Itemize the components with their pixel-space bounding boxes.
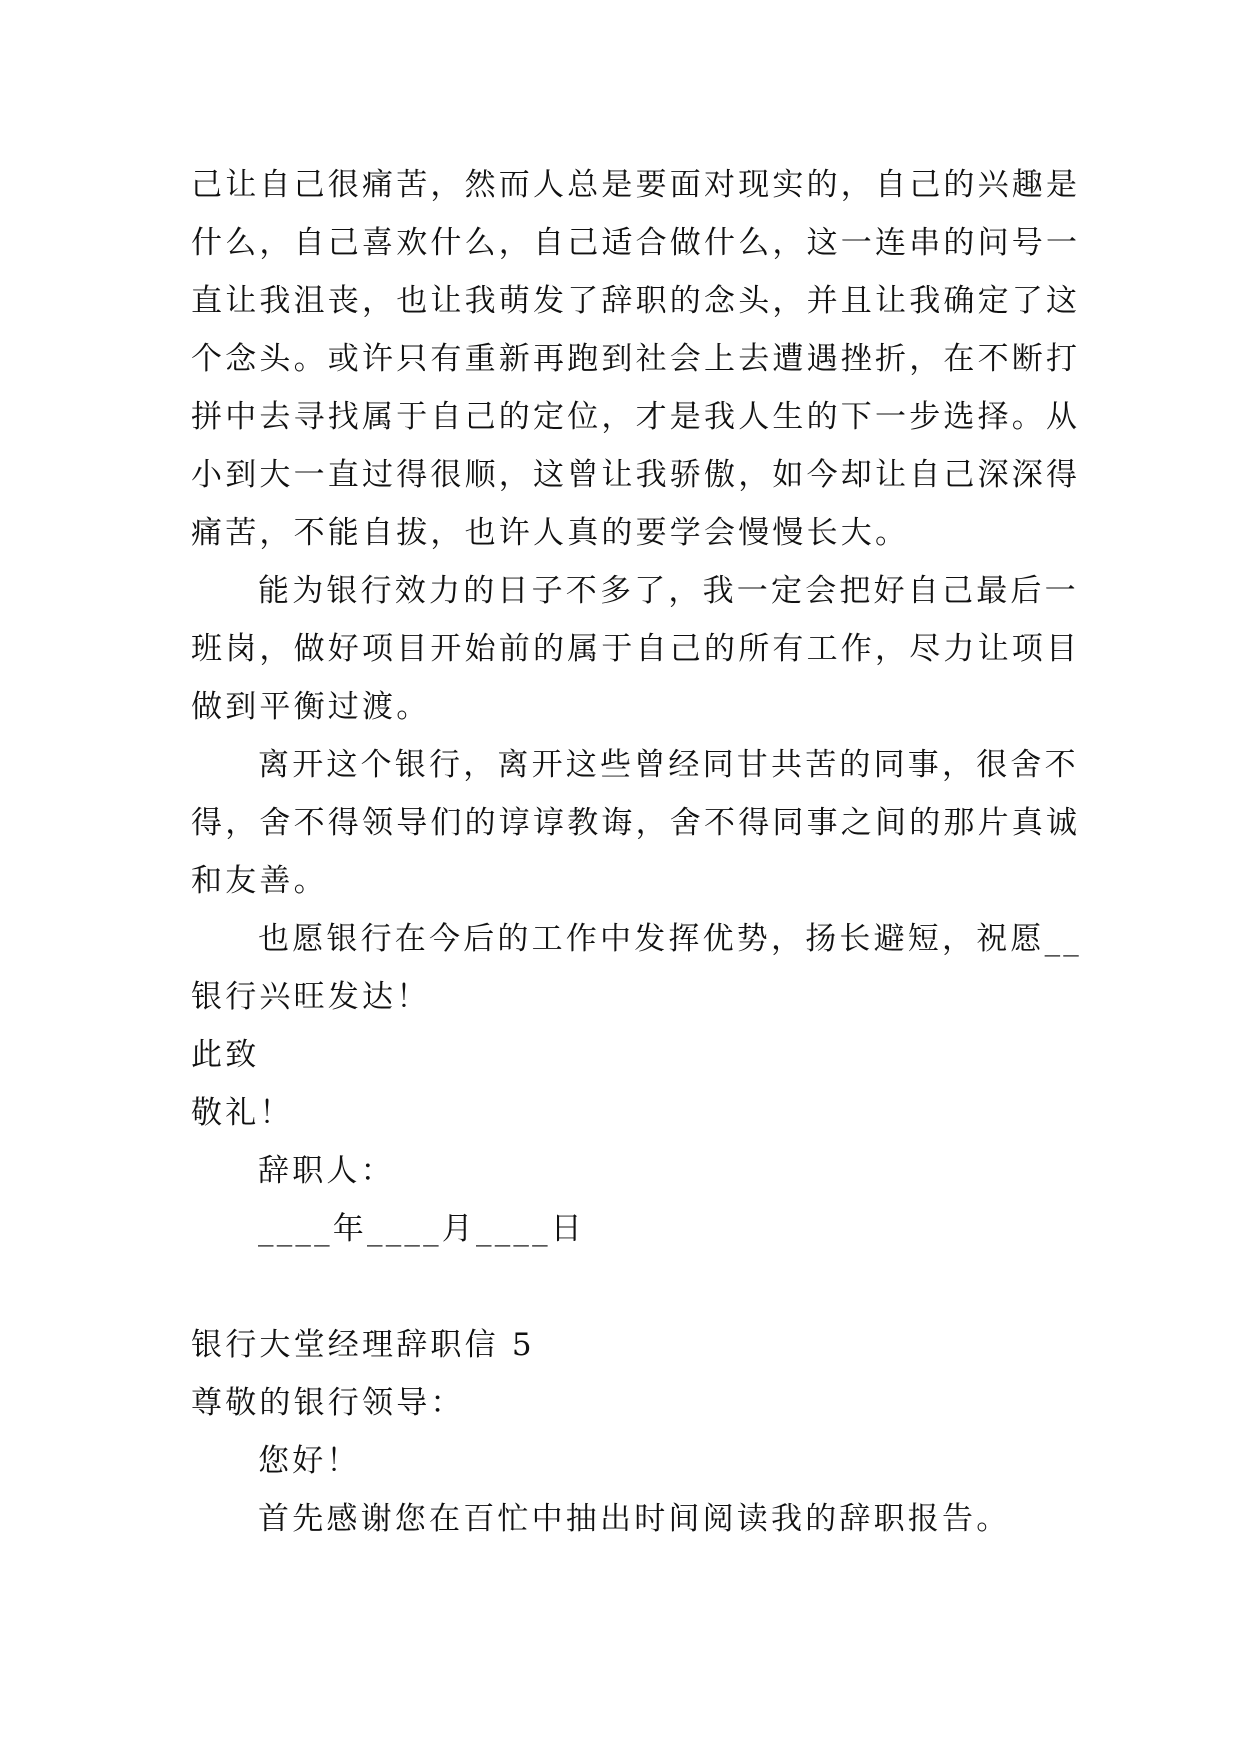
paragraph-line: 能为银行效力的日子不多了，我一定会把好自己最后一 (258, 573, 1079, 609)
paragraph-line: 也愿银行在今后的工作中发挥优势，扬长避短，祝愿__ (258, 921, 1082, 957)
paragraph-line: 做到平衡过渡。 (191, 689, 431, 725)
paragraph-line: 和友善。 (191, 863, 328, 899)
paragraph-line: 小到大一直过得很顺，这曾让我骄傲，如今却让自己深深得 (191, 457, 1081, 493)
paragraph-line: 银行兴旺发达！ (191, 979, 431, 1015)
date-line: ____年____月____日 (258, 1211, 585, 1247)
paragraph-line: 痛苦，不能自拔，也许人真的要学会慢慢长大。 (191, 515, 910, 551)
salutation: 尊敬的银行领导： (191, 1385, 465, 1421)
paragraph-line: 什么，自己喜欢什么，自己适合做什么，这一连串的问号一 (191, 225, 1081, 261)
letter-title: 银行大堂经理辞职信 5 (191, 1327, 535, 1363)
paragraph-line: 离开这个银行，离开这些曾经同甘共苦的同事，很舍不 (258, 747, 1079, 783)
signer-label: 辞职人： (258, 1153, 395, 1189)
paragraph-line: 直让我沮丧，也让我萌发了辞职的念头，并且让我确定了这 (191, 283, 1081, 319)
paragraph-line: 班岗，做好项目开始前的属于自己的所有工作，尽力让项目 (191, 631, 1081, 667)
closing-line: 敬礼！ (191, 1095, 294, 1131)
opening-sentence: 首先感谢您在百忙中抽出时间阅读我的辞职报告。 (258, 1501, 1011, 1537)
greeting: 您好！ (258, 1443, 361, 1479)
paragraph-line: 己让自己很痛苦，然而人总是要面对现实的，自己的兴趣是 (191, 167, 1081, 203)
paragraph-line: 得，舍不得领导们的谆谆教诲，舍不得同事之间的那片真诚 (191, 805, 1081, 841)
closing-line: 此致 (191, 1037, 260, 1073)
paragraph-line: 个念头。或许只有重新再跑到社会上去遭遇挫折，在不断打 (191, 341, 1081, 377)
paragraph-line: 拼中去寻找属于自己的定位，才是我人生的下一步选择。从 (191, 399, 1081, 435)
